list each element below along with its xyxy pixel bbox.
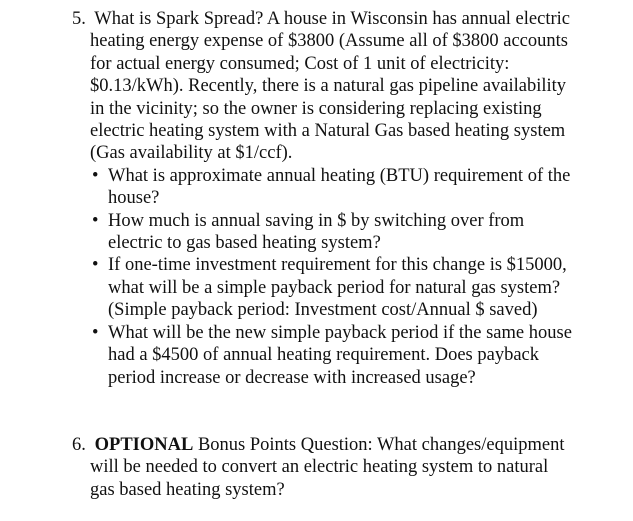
question-6-intro: Bonus Points Question: What changes/equipment will be needed to convert an electric heating system to natural gas based heating system? xyxy=(90,435,565,500)
question-5-bullet-2 xyxy=(90,210,572,255)
question-6-bold-lead: OPTIONAL xyxy=(94,435,194,455)
question-6-body xyxy=(72,434,572,501)
bullet-text: • What is approximate annual heating (BTU) requirement of the house? xyxy=(108,165,571,209)
question-5-bullet-4 xyxy=(90,322,572,389)
question-5-bullet-1 xyxy=(90,165,572,210)
question-5 xyxy=(72,8,572,389)
bullet-text: • How much is annual saving in $ by switching over from electric to gas based heating system? xyxy=(108,210,525,254)
bullet-text: • What will be the new simple payback period if the same house had a $4500 of annual heating requirement. Does payback period increase or decrease with increased usage? xyxy=(108,322,572,388)
question-6-number: 6. xyxy=(72,435,86,455)
question-5-bullet-list xyxy=(90,165,572,389)
question-6 xyxy=(72,434,572,501)
question-5-bullet-3 xyxy=(90,254,572,321)
bullet-text: • If one-time investment requirement for this change is $15000, what will be a simple payback period for natural gas system? (Simple payback period: Investment cost/Annual $ saved) xyxy=(108,255,567,321)
question-5-body xyxy=(72,8,572,389)
question-5-intro: What is Spark Spread? A house in Wisconsin has annual electric heating energy expense of $3800 (Assume all of $3800 accounts for actual energy consumed; Cost of 1 unit of electricity: $0.13/kWh). Recently, there is a natural gas pipeline availability in the vicinity; so the owner is considering replacing existing electric heating system with a Natural Gas based heating system (Gas availability at $1/ccf). xyxy=(90,9,570,164)
question-5-number: 5. xyxy=(72,9,86,29)
